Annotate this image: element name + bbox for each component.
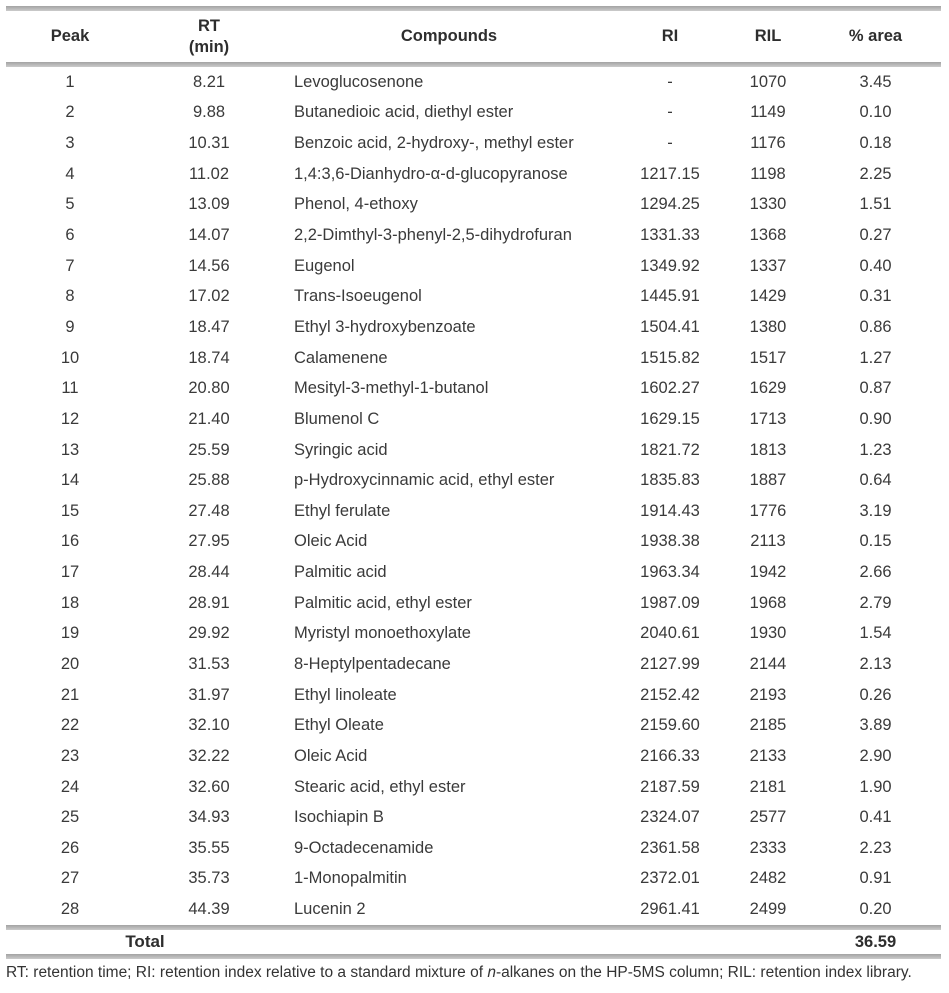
cell-peak: 3 bbox=[65, 134, 75, 153]
table-row bbox=[6, 343, 941, 374]
cell-ril: 1517 bbox=[749, 348, 787, 367]
cell-area: 0.18 bbox=[859, 134, 892, 153]
table-row bbox=[6, 281, 941, 312]
cell-compound: Blumenol C bbox=[294, 409, 380, 428]
table-row bbox=[6, 373, 941, 404]
cell-compound: Levoglucosenone bbox=[294, 72, 424, 91]
footnote bbox=[6, 959, 941, 982]
cell-area: 2.79 bbox=[859, 593, 892, 612]
cell-ril: 2113 bbox=[750, 532, 786, 551]
cell-compound: p-Hydroxycinnamic acid, ethyl ester bbox=[294, 471, 555, 490]
cell-ril: 1149 bbox=[750, 103, 786, 122]
cell-ri: - bbox=[667, 134, 673, 153]
cell-ri: - bbox=[667, 72, 673, 91]
cell-peak: 19 bbox=[60, 624, 80, 643]
cell-area: 0.15 bbox=[859, 532, 892, 551]
cell-ri: 2159.60 bbox=[640, 716, 700, 735]
total-row bbox=[6, 930, 941, 954]
table-row bbox=[6, 67, 941, 98]
header-ri: RI bbox=[661, 27, 679, 46]
cell-compound: Stearic acid, ethyl ester bbox=[294, 777, 466, 796]
footnote-part1: RT: retention time; RI: retention index relative to a standard mixture of bbox=[6, 964, 488, 981]
cell-compound: Ethyl ferulate bbox=[294, 501, 391, 520]
table-row bbox=[6, 649, 941, 680]
cell-ril: 1776 bbox=[749, 501, 787, 520]
cell-rt: 10.31 bbox=[188, 134, 230, 153]
cell-ril: 2144 bbox=[749, 654, 787, 673]
cell-ri: 1602.27 bbox=[640, 379, 700, 398]
table-header-row bbox=[6, 11, 941, 62]
cell-ri: 1963.34 bbox=[640, 563, 700, 582]
cell-area: 1.27 bbox=[859, 348, 892, 367]
cell-ril: 1380 bbox=[749, 317, 787, 336]
cell-peak: 20 bbox=[60, 654, 80, 673]
cell-rt: 25.59 bbox=[188, 440, 230, 459]
cell-area: 0.27 bbox=[859, 226, 892, 245]
cell-rt: 31.53 bbox=[188, 654, 230, 673]
header-rt-line2: (min) bbox=[188, 37, 230, 56]
footnote-italic-n: n bbox=[487, 964, 496, 981]
cell-rt: 44.39 bbox=[188, 900, 230, 919]
table-row bbox=[6, 465, 941, 496]
table-row bbox=[6, 496, 941, 527]
cell-peak: 5 bbox=[65, 195, 75, 214]
cell-peak: 26 bbox=[60, 838, 80, 857]
cell-peak: 4 bbox=[65, 164, 75, 183]
cell-rt: 29.92 bbox=[188, 624, 230, 643]
cell-ril: 1813 bbox=[749, 440, 787, 459]
cell-peak: 25 bbox=[60, 808, 80, 827]
cell-compound: Oleic Acid bbox=[294, 746, 368, 765]
cell-ril: 1887 bbox=[749, 471, 787, 490]
cell-peak: 28 bbox=[60, 900, 80, 919]
cell-compound: Oleic Acid bbox=[294, 532, 368, 551]
cell-rt: 28.44 bbox=[188, 563, 230, 582]
cell-ri: 2361.58 bbox=[640, 838, 700, 857]
cell-compound: Calamenene bbox=[294, 348, 388, 367]
cell-peak: 21 bbox=[60, 685, 80, 704]
cell-ri: 1821.72 bbox=[640, 440, 700, 459]
cell-rt: 9.88 bbox=[192, 103, 226, 122]
table-row bbox=[6, 710, 941, 741]
cell-rt: 21.40 bbox=[188, 409, 230, 428]
table-row bbox=[6, 527, 941, 558]
cell-rt: 28.91 bbox=[188, 593, 230, 612]
cell-ril: 1930 bbox=[749, 624, 787, 643]
cell-area: 0.40 bbox=[859, 256, 892, 275]
cell-peak: 10 bbox=[60, 348, 80, 367]
cell-area: 0.26 bbox=[859, 685, 892, 704]
cell-ril: 1629 bbox=[749, 379, 787, 398]
cell-peak: 8 bbox=[65, 287, 75, 306]
cell-ri: 2152.42 bbox=[640, 685, 700, 704]
table-row bbox=[6, 802, 941, 833]
cell-peak: 22 bbox=[60, 716, 80, 735]
total-label: Total bbox=[125, 932, 165, 951]
cell-compound: 1,4:3,6-Dianhydro-α-d-glucopyranose bbox=[294, 164, 568, 183]
cell-rt: 32.10 bbox=[188, 716, 230, 735]
table-row bbox=[6, 159, 941, 190]
cell-peak: 23 bbox=[60, 746, 80, 765]
cell-rt: 31.97 bbox=[188, 685, 230, 704]
cell-ril: 2185 bbox=[749, 716, 787, 735]
cell-peak: 16 bbox=[60, 532, 80, 551]
table-row bbox=[6, 190, 941, 221]
cell-ri: 1835.83 bbox=[640, 471, 700, 490]
cell-peak: 12 bbox=[60, 409, 80, 428]
cell-rt: 17.02 bbox=[188, 287, 230, 306]
cell-ri: 1349.92 bbox=[640, 256, 700, 275]
table-body bbox=[6, 67, 941, 925]
cell-peak: 14 bbox=[60, 471, 80, 490]
cell-peak: 6 bbox=[65, 226, 75, 245]
cell-ril: 2577 bbox=[749, 808, 787, 827]
cell-area: 0.20 bbox=[859, 900, 892, 919]
cell-peak: 18 bbox=[60, 593, 80, 612]
cell-ril: 1198 bbox=[750, 164, 786, 183]
table-row bbox=[6, 680, 941, 711]
table-row bbox=[6, 864, 941, 895]
cell-rt: 14.56 bbox=[188, 256, 230, 275]
table-row bbox=[6, 98, 941, 129]
cell-compound: Ethyl Oleate bbox=[294, 716, 384, 735]
cell-area: 0.86 bbox=[859, 317, 892, 336]
header-rt bbox=[134, 16, 284, 57]
cell-compound: Mesityl-3-methyl-1-butanol bbox=[294, 379, 489, 398]
cell-rt: 27.48 bbox=[188, 501, 230, 520]
cell-peak: 7 bbox=[65, 256, 75, 275]
cell-ri: 1938.38 bbox=[640, 532, 700, 551]
cell-compound: Myristyl monoethoxylate bbox=[294, 624, 471, 643]
cell-ri: 1504.41 bbox=[640, 317, 700, 336]
cell-area: 0.41 bbox=[859, 808, 892, 827]
cell-rt: 20.80 bbox=[188, 379, 230, 398]
cell-ril: 1942 bbox=[749, 563, 787, 582]
cell-peak: 2 bbox=[65, 103, 75, 122]
header-compounds: Compounds bbox=[400, 27, 498, 46]
table-row bbox=[6, 435, 941, 466]
cell-compound: Lucenin 2 bbox=[294, 900, 366, 919]
header-ril: RIL bbox=[754, 27, 782, 46]
cell-rt: 18.47 bbox=[188, 317, 230, 336]
cell-peak: 1 bbox=[65, 72, 75, 91]
cell-ri: 2166.33 bbox=[640, 746, 700, 765]
cell-ril: 2193 bbox=[749, 685, 787, 704]
cell-ril: 1429 bbox=[749, 287, 787, 306]
cell-ril: 2482 bbox=[749, 869, 787, 888]
table-row bbox=[6, 557, 941, 588]
cell-compound: 2,2-Dimthyl-3-phenyl-2,5-dihydrofuran bbox=[294, 226, 572, 245]
cell-area: 3.19 bbox=[859, 501, 892, 520]
table-row bbox=[6, 251, 941, 282]
cell-peak: 9 bbox=[65, 317, 75, 336]
cell-peak: 27 bbox=[60, 869, 80, 888]
cell-ri: 1629.15 bbox=[640, 409, 700, 428]
table-row bbox=[6, 833, 941, 864]
cell-compound: Butanedioic acid, diethyl ester bbox=[294, 103, 514, 122]
cell-area: 1.51 bbox=[859, 195, 892, 214]
cell-ril: 1330 bbox=[749, 195, 787, 214]
table-row bbox=[6, 741, 941, 772]
cell-compound: 8-Heptylpentadecane bbox=[294, 654, 451, 673]
cell-ri: 2127.99 bbox=[640, 654, 700, 673]
cell-rt: 32.60 bbox=[188, 777, 230, 796]
cell-compound: 1-Monopalmitin bbox=[294, 869, 407, 888]
table-row bbox=[6, 220, 941, 251]
cell-rt: 8.21 bbox=[192, 72, 226, 91]
cell-rt: 35.73 bbox=[188, 869, 230, 888]
table-row bbox=[6, 588, 941, 619]
cell-rt: 13.09 bbox=[188, 195, 230, 214]
table-row bbox=[6, 894, 941, 925]
cell-rt: 27.95 bbox=[188, 532, 230, 551]
table-row bbox=[6, 128, 941, 159]
cell-ril: 2181 bbox=[749, 777, 787, 796]
cell-ri: 1445.91 bbox=[640, 287, 700, 306]
cell-area: 1.23 bbox=[859, 440, 892, 459]
cell-area: 0.64 bbox=[859, 471, 892, 490]
cell-area: 1.90 bbox=[859, 777, 892, 796]
cell-ri: 1515.82 bbox=[640, 348, 700, 367]
cell-compound: Ethyl linoleate bbox=[294, 685, 397, 704]
cell-ri: 2961.41 bbox=[640, 900, 700, 919]
cell-ri: 2324.07 bbox=[640, 808, 700, 827]
cell-peak: 11 bbox=[61, 379, 79, 398]
cell-compound: Eugenol bbox=[294, 256, 355, 275]
cell-ri: 1331.33 bbox=[640, 226, 700, 245]
cell-area: 0.31 bbox=[859, 287, 892, 306]
cell-compound: Ethyl 3-hydroxybenzoate bbox=[294, 317, 476, 336]
table-row bbox=[6, 772, 941, 803]
cell-ril: 1337 bbox=[749, 256, 787, 275]
cell-compound: Syringic acid bbox=[294, 440, 388, 459]
cell-ri: 2372.01 bbox=[640, 869, 700, 888]
cell-peak: 17 bbox=[60, 563, 80, 582]
cell-compound: Isochiapin B bbox=[294, 808, 384, 827]
cell-ril: 2333 bbox=[749, 838, 787, 857]
cell-ri: 1914.43 bbox=[640, 501, 700, 520]
cell-rt: 35.55 bbox=[188, 838, 230, 857]
cell-area: 2.90 bbox=[859, 746, 892, 765]
cell-ri: - bbox=[667, 103, 673, 122]
header-area: % area bbox=[848, 27, 903, 46]
cell-area: 2.23 bbox=[859, 838, 892, 857]
cell-area: 0.91 bbox=[859, 869, 892, 888]
footnote-part2: -alkanes on the HP-5MS column; RIL: retention index library. bbox=[495, 964, 912, 981]
table-row bbox=[6, 312, 941, 343]
header-rt-line1: RT bbox=[198, 16, 220, 35]
cell-area: 2.66 bbox=[859, 563, 892, 582]
cell-ril: 1176 bbox=[750, 134, 786, 153]
cell-rt: 32.22 bbox=[188, 746, 230, 765]
cell-area: 0.87 bbox=[859, 379, 892, 398]
table-row bbox=[6, 619, 941, 650]
cell-ril: 1713 bbox=[749, 409, 787, 428]
cell-peak: 24 bbox=[60, 777, 80, 796]
cell-area: 0.90 bbox=[859, 409, 892, 428]
cell-ri: 2040.61 bbox=[640, 624, 700, 643]
cell-area: 3.45 bbox=[859, 72, 892, 91]
cell-compound: 9-Octadecenamide bbox=[294, 838, 434, 857]
cell-peak: 15 bbox=[60, 501, 80, 520]
cell-ril: 2499 bbox=[749, 900, 787, 919]
cell-rt: 18.74 bbox=[188, 348, 230, 367]
cell-area: 1.54 bbox=[859, 624, 892, 643]
cell-compound: Palmitic acid, ethyl ester bbox=[294, 593, 472, 612]
total-value: 36.59 bbox=[854, 932, 897, 951]
cell-rt: 11.02 bbox=[188, 164, 230, 183]
cell-compound: Trans-Isoeugenol bbox=[294, 287, 422, 306]
cell-ril: 1070 bbox=[749, 72, 787, 91]
cell-ril: 1368 bbox=[749, 226, 787, 245]
cell-area: 0.10 bbox=[859, 103, 892, 122]
cell-ri: 1294.25 bbox=[640, 195, 700, 214]
cell-compound: Benzoic acid, 2-hydroxy-, methyl ester bbox=[294, 134, 574, 153]
cell-rt: 14.07 bbox=[188, 226, 230, 245]
cell-compound: Palmitic acid bbox=[294, 563, 387, 582]
table-row bbox=[6, 404, 941, 435]
cell-rt: 34.93 bbox=[188, 808, 230, 827]
cell-area: 2.13 bbox=[859, 654, 892, 673]
cell-ril: 2133 bbox=[749, 746, 787, 765]
cell-peak: 13 bbox=[60, 440, 80, 459]
cell-compound: Phenol, 4-ethoxy bbox=[294, 195, 418, 214]
cell-area: 3.89 bbox=[859, 716, 892, 735]
header-peak: Peak bbox=[50, 27, 90, 46]
cell-ri: 1217.15 bbox=[640, 164, 700, 183]
cell-ri: 1987.09 bbox=[640, 593, 700, 612]
cell-rt: 25.88 bbox=[188, 471, 230, 490]
cell-area: 2.25 bbox=[859, 164, 892, 183]
cell-ri: 2187.59 bbox=[640, 777, 700, 796]
cell-ril: 1968 bbox=[749, 593, 787, 612]
